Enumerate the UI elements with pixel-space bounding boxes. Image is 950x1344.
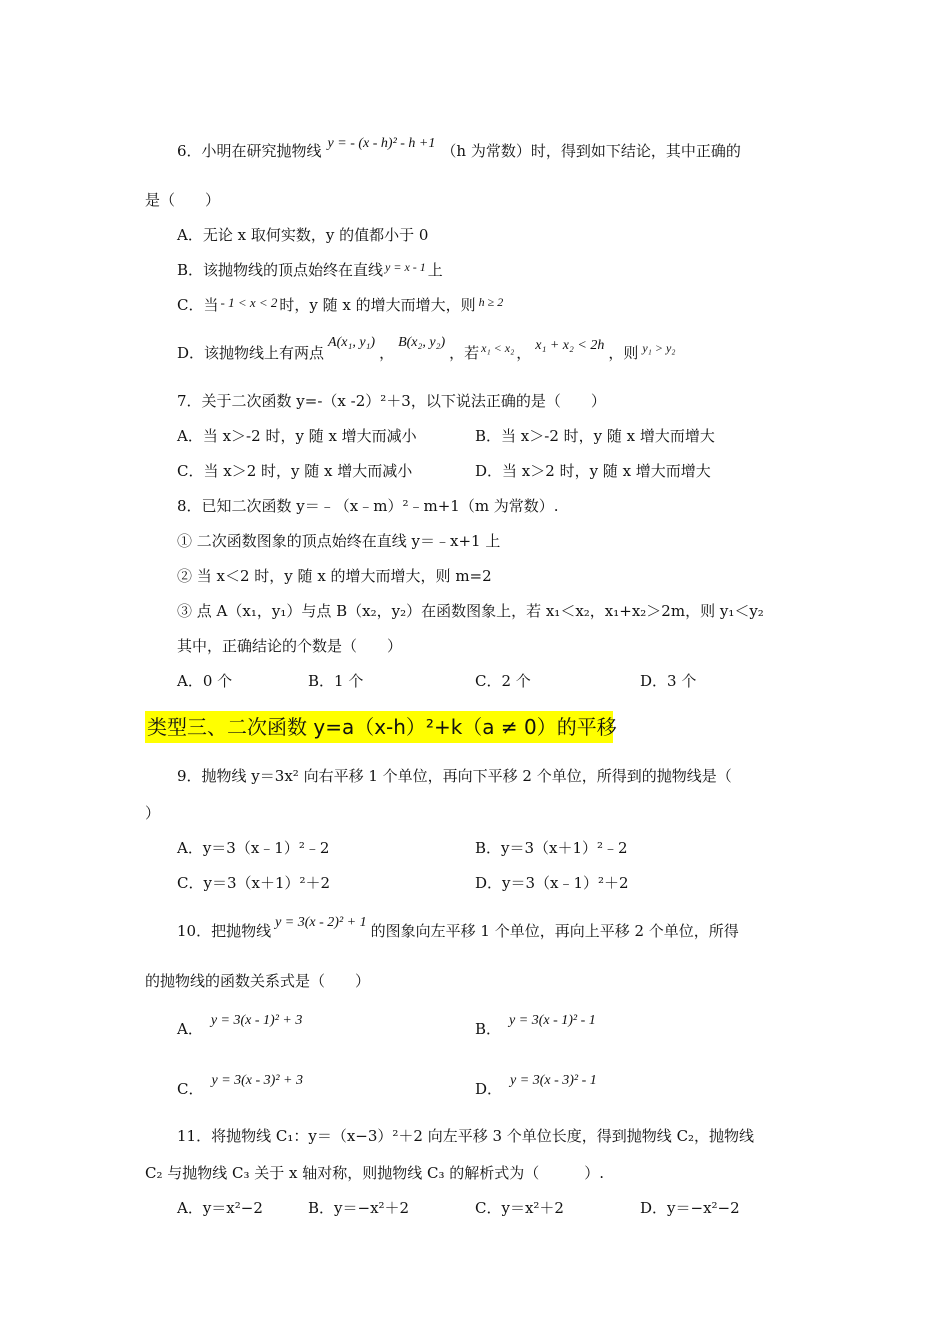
q8-option-b: B．1 个	[308, 672, 364, 690]
q8-statement-2: ② 当 x＜2 时，y 随 x 的增大而增大，则 m=2	[177, 567, 492, 585]
q9-option-b: B．y＝3（x＋1）²﹣2	[475, 839, 628, 857]
q9-option-a: A．y＝3（x﹣1）²﹣2	[177, 839, 330, 857]
q10-option-a: A． y = 3(x - 1)² + 3	[177, 1013, 303, 1038]
q11-option-d: D．y＝−x²−2	[640, 1199, 740, 1217]
q10-option-b: B． y = 3(x - 1)² - 1	[475, 1013, 596, 1038]
q7-option-c: C．当 x＞2 时，y 随 x 增大而减小	[177, 462, 413, 480]
q11-stem-line2: C₂ 与抛物线 C₃ 关于 x 轴对称，则抛物线 C₃ 的解析式为（ ）.	[145, 1164, 605, 1182]
q6-option-d: D．该抛物线上有两点A(x₁, y₁)，B(x₂, y₂)，若 $^{x_1 < x_2}$ ， x₁ + x₂ < 2h ，则 $^{y_1 > y_2}$	[177, 335, 676, 362]
q7-option-a: A．当 x＞-2 时，y 随 x 增大而减小	[177, 427, 417, 445]
q9-option-d: D．y＝3（x﹣1）²＋2	[475, 874, 629, 892]
section-heading: 类型三、二次函数 y=a（x-h）²+k（a ≠ 0）的平移	[145, 711, 613, 743]
q6-option-c: C．当 - 1 < x < 2 时，y 随 x 的增大而增大，则 $^{h \ge 2}$	[177, 295, 504, 314]
q9-stem: 9．抛物线 y＝3x² 向右平移 1 个单位，再向下平移 2 个单位，所得到的抛物线是（	[177, 767, 732, 785]
q11-option-a: A．y＝x²−2	[177, 1199, 263, 1217]
q11-stem: 11．将抛物线 C₁：y＝（x−3）²＋2 向左平移 3 个单位长度，得到抛物线 C₂，抛物线	[177, 1127, 755, 1145]
q9-option-c: C．y＝3（x＋1）²＋2	[177, 874, 331, 892]
q7-option-d: D．当 x＞2 时，y 随 x 增大而增大	[475, 462, 711, 480]
q6-option-a: A．无论 x 取何实数，y 的值都小于 0	[177, 226, 429, 244]
q6-formula: y = - (x - h)² - h +1	[327, 136, 436, 151]
q8-statement-1: ① 二次函数图象的顶点始终在直线 y＝﹣x+1 上	[177, 532, 501, 550]
q7-option-b: B．当 x＞-2 时，y 随 x 增大而增大	[475, 427, 715, 445]
q10-formula: y = 3(x - 2)² + 1	[275, 915, 367, 930]
q11-option-b: B．y＝−x²＋2	[308, 1199, 410, 1217]
q11-option-c: C．y＝x²＋2	[475, 1199, 564, 1217]
q6-option-b: B．该抛物线的顶点始终在直线 $^{y = x - 1}$ 上	[177, 260, 443, 279]
q8-statement-4: 其中，正确结论的个数是（ ）	[177, 637, 403, 655]
q10-option-c: C． y = 3(x - 3)² + 3	[177, 1073, 303, 1098]
q8-option-c: C．2 个	[475, 672, 531, 690]
q7-stem: 7．关于二次函数 y=-（x -2）²＋3，以下说法正确的是（ ）	[177, 392, 606, 410]
q6-stem-line2: 是（ ）	[145, 191, 221, 209]
q8-statement-3: ③ 点 A（x₁，y₁）与点 B（x₂，y₂）在函数图象上，若 x₁＜x₂，x₁+x₂＞2m，则 y₁＜y₂	[177, 602, 764, 620]
q10-stem-line2: 的抛物线的函数关系式是（ ）	[145, 972, 371, 990]
q10-option-d: D． y = 3(x - 3)² - 1	[475, 1073, 597, 1098]
q8-stem: 8．已知二次函数 y＝﹣（x﹣m）²﹣m+1（m 为常数）.	[177, 497, 559, 515]
q6-stem: 6．小明在研究抛物线 y = - (x - h)² - h +1 （h 为常数）时，得到如下结论，其中正确的	[177, 136, 741, 160]
q9-stem-line2: ）	[145, 804, 161, 822]
q10-stem: 10．把抛物线 y = 3(x - 2)² + 1 的图象向左平移 1 个单位，再向上平移 2 个单位，所得	[177, 915, 739, 940]
q8-option-a: A．0 个	[177, 672, 233, 690]
q8-option-d: D．3 个	[640, 672, 697, 690]
